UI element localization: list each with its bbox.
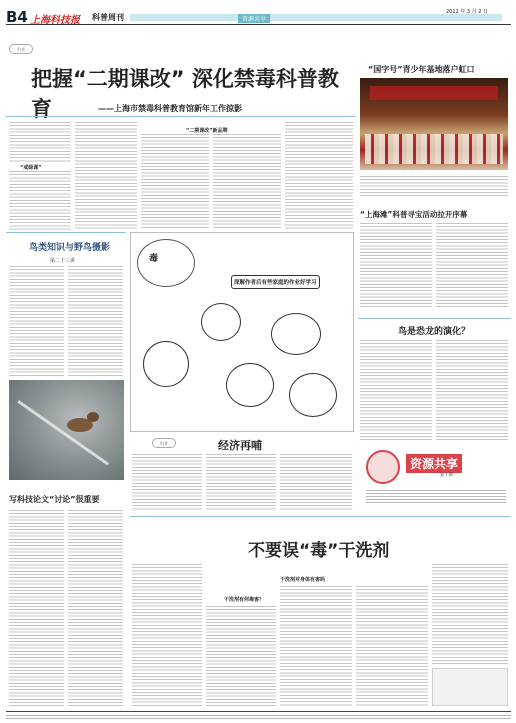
economy-headline: 经济再哺 [218, 439, 262, 452]
page-number: B4 [6, 8, 28, 26]
column-tag-icon: 科普 [9, 44, 33, 54]
dry-col-2 [206, 606, 276, 706]
photo-banner [370, 86, 498, 100]
economy-col-2 [206, 454, 276, 510]
paper-headline: 写科技论文“讨论”很重要 [9, 495, 100, 504]
dry-subhead-2: 干洗剂对身体有害吗 [280, 577, 326, 583]
resource-logo-box [360, 446, 510, 514]
treasure-article [358, 205, 511, 315]
economy-col-3 [280, 454, 352, 510]
dry-col-5 [432, 564, 508, 664]
dry-subhead-1: 干洗剂有何毒害？ [224, 597, 265, 603]
comic-char-2 [271, 313, 321, 355]
lead-col-1 [9, 122, 71, 162]
bird-col-1 [9, 266, 64, 378]
bird-article [6, 232, 126, 482]
treasure-col-1 [360, 223, 432, 309]
footer-text [6, 715, 511, 719]
handshake-icon [366, 450, 400, 484]
dry-clean-article [130, 516, 511, 710]
treasure-col-2 [436, 223, 508, 309]
dinosaur-article [358, 318, 511, 443]
bird-episode: 第二十三讲 [50, 258, 76, 264]
comic-char-3 [143, 341, 189, 387]
lead-col-5 [285, 122, 353, 230]
youth-photo [360, 78, 508, 170]
dry-col-1 [132, 564, 202, 706]
dry-rule [130, 516, 511, 517]
header-rule [6, 24, 511, 25]
lead-subheadline: ——上海市禁毒科普教育馆新年工作掠影 [98, 104, 242, 113]
dino-col-1 [360, 340, 432, 440]
page-header [0, 0, 516, 30]
comic-char-4 [226, 363, 274, 407]
comic-char-5 [289, 373, 337, 417]
lead-headline: 把握“二期课改” 深化禁毒科普教育 [31, 67, 339, 121]
bird-col-2 [68, 266, 123, 378]
comic-caption: 深解作者后有些家庭的作业好学习 [231, 275, 320, 289]
paper-col-2 [68, 510, 123, 706]
bird-head [87, 412, 99, 422]
dino-rule [358, 318, 511, 319]
section-name: 科普周刊 [92, 13, 124, 22]
paper-name: 上海科技报 [30, 15, 80, 26]
economy-article [130, 434, 354, 514]
paper-article [6, 484, 126, 710]
comic-panel-1 [137, 239, 195, 287]
lead-col-4 [213, 134, 281, 230]
column-tag-icon-2: 科普 [152, 438, 176, 448]
treasure-headline: “上海滩”科普寻宝活动拉开序幕 [360, 210, 468, 219]
dry-col-3 [280, 586, 352, 706]
issue-date: 2012 年 3 月 2 日 [446, 9, 489, 15]
bird-headline: 鸟类知识与野鸟摄影 [29, 243, 111, 253]
dry-col-4 [356, 586, 428, 706]
lead-col-2 [75, 122, 137, 230]
youth-headline: “国字号”青少年基地落户虹口 [368, 65, 475, 74]
lead-subhead-1: “戒绿课” [20, 165, 42, 171]
comic-strip [130, 232, 354, 432]
dino-col-2 [436, 340, 508, 440]
lead-rule [6, 116, 356, 117]
photo-people [365, 134, 503, 164]
dry-headline: 不要误“毒”干洗剂 [248, 541, 390, 561]
comic-sign: 毒 [149, 254, 159, 264]
lead-col-1b [9, 171, 71, 230]
banner-text: 资源共享 [238, 14, 270, 23]
lead-article [6, 30, 356, 230]
youth-caption [360, 176, 508, 196]
bird-photo [9, 380, 124, 480]
logo-text: 资源共享 [406, 454, 462, 473]
lead-col-3 [141, 134, 209, 230]
bird-rule [6, 232, 126, 233]
lead-subhead-2: “二期课改”新品牌 [186, 128, 228, 134]
logo-sub: 第 ? 期 [440, 472, 453, 477]
youth-base-article [358, 30, 511, 205]
comic-char-1 [201, 303, 241, 341]
dino-headline: 鸟是恐龙的演化？ [398, 327, 471, 337]
logo-contacts [366, 490, 506, 504]
paper-col-1 [9, 510, 64, 706]
page-footer [6, 711, 511, 721]
economy-col-1 [132, 454, 202, 510]
tips-box [432, 668, 508, 706]
header-banner [130, 14, 502, 21]
